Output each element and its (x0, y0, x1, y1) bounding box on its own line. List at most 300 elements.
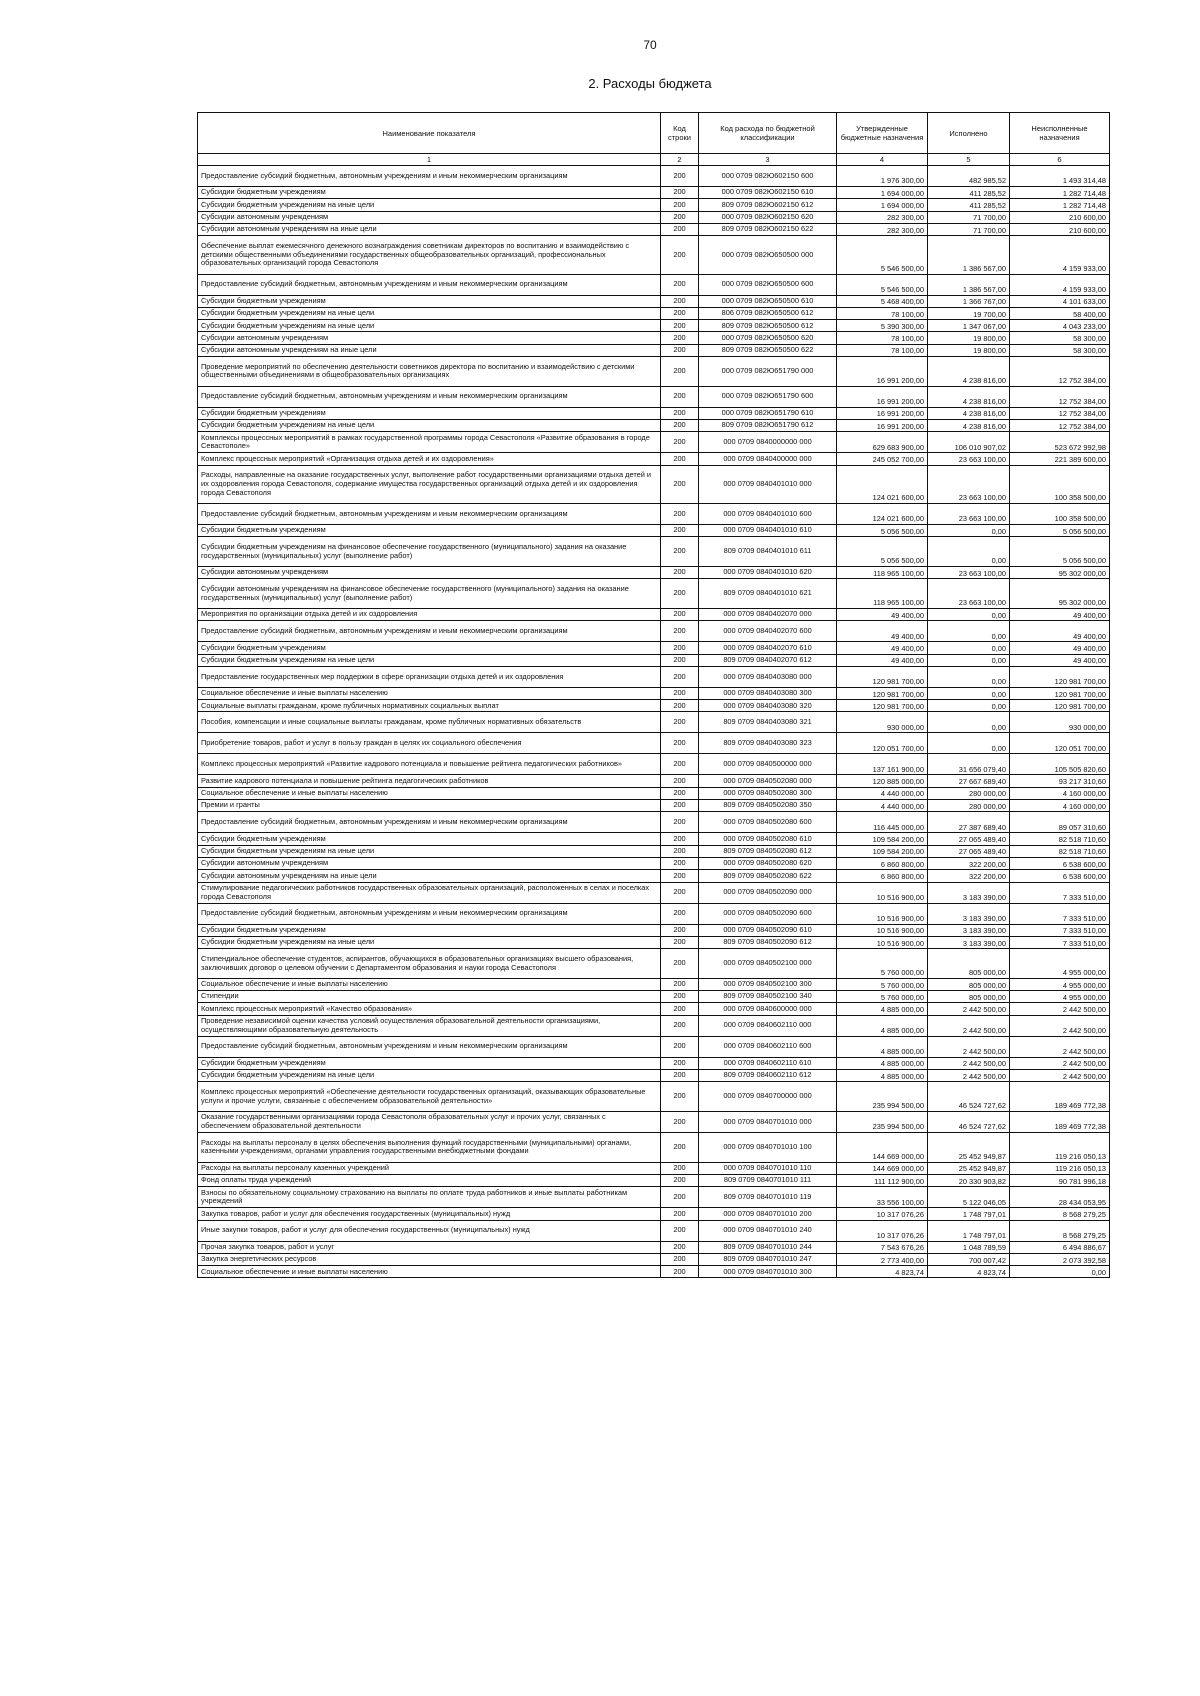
row-executed: 0,00 (928, 621, 1010, 642)
row-kbk: 000 0709 0840402070 000 (699, 609, 837, 621)
row-unexecuted: 1 282 714,48 (1010, 187, 1110, 199)
row-code: 200 (661, 949, 699, 979)
row-executed: 411 285,52 (928, 187, 1010, 199)
table-row (198, 567, 1110, 579)
row-approved: 10 516 900,00 (837, 882, 928, 903)
row-name: Субсидии бюджетным учреждениям (198, 1057, 661, 1069)
row-approved: 4 440 000,00 (837, 800, 928, 812)
row-name: Субсидии бюджетным учреждениям на иные цели (198, 1070, 661, 1082)
row-executed: 2 442 500,00 (928, 1070, 1010, 1082)
row-code: 200 (661, 166, 699, 187)
row-unexecuted: 82 518 710,60 (1010, 845, 1110, 857)
row-approved: 78 100,00 (837, 332, 928, 344)
row-unexecuted: 90 781 996,18 (1010, 1175, 1110, 1187)
row-unexecuted: 12 752 384,00 (1010, 407, 1110, 419)
row-code: 200 (661, 223, 699, 235)
row-executed: 3 183 390,00 (928, 882, 1010, 903)
row-approved: 109 584 200,00 (837, 833, 928, 845)
row-approved: 10 317 076,26 (837, 1208, 928, 1220)
row-kbk: 000 0709 0840502100 300 (699, 978, 837, 990)
row-executed: 0,00 (928, 642, 1010, 654)
row-code: 200 (661, 621, 699, 642)
column-number: 2 (661, 154, 699, 166)
row-code: 200 (661, 857, 699, 869)
row-kbk: 000 0709 0840401010 600 (699, 504, 837, 525)
row-unexecuted: 58 300,00 (1010, 344, 1110, 356)
row-kbk: 809 0709 0840701010 119 (699, 1187, 837, 1208)
table-row (198, 800, 1110, 812)
row-approved: 10 516 900,00 (837, 924, 928, 936)
row-kbk: 000 0709 0840602110 600 (699, 1036, 837, 1057)
row-code: 200 (661, 1082, 699, 1112)
row-code: 200 (661, 320, 699, 332)
row-code: 200 (661, 344, 699, 356)
row-executed: 3 183 390,00 (928, 924, 1010, 936)
row-kbk: 809 0709 082Ю651790 612 (699, 420, 837, 432)
row-executed: 0,00 (928, 712, 1010, 733)
row-unexecuted: 58 400,00 (1010, 307, 1110, 319)
row-approved: 2 773 400,00 (837, 1253, 928, 1265)
row-kbk: 000 0709 0840502080 600 (699, 812, 837, 833)
row-executed: 280 000,00 (928, 787, 1010, 799)
row-unexecuted: 210 600,00 (1010, 223, 1110, 235)
row-kbk: 809 0709 0840502080 350 (699, 800, 837, 812)
row-executed: 1 386 567,00 (928, 236, 1010, 274)
row-unexecuted: 8 568 279,25 (1010, 1220, 1110, 1241)
row-name: Субсидии бюджетным учреждениям (198, 295, 661, 307)
row-unexecuted: 1 282 714,48 (1010, 199, 1110, 211)
table-row (198, 236, 1110, 274)
table-row (198, 295, 1110, 307)
row-code: 200 (661, 924, 699, 936)
row-executed: 1 748 797,01 (928, 1208, 1010, 1220)
row-executed: 23 663 100,00 (928, 579, 1010, 609)
row-unexecuted: 120 981 700,00 (1010, 700, 1110, 712)
row-unexecuted: 49 400,00 (1010, 621, 1110, 642)
row-approved: 7 543 676,26 (837, 1241, 928, 1253)
column-number: 4 (837, 154, 928, 166)
row-executed: 280 000,00 (928, 800, 1010, 812)
row-executed: 23 663 100,00 (928, 504, 1010, 525)
table-row (198, 537, 1110, 567)
row-executed: 700 007,42 (928, 1253, 1010, 1265)
row-approved: 109 584 200,00 (837, 845, 928, 857)
row-unexecuted: 6 494 886,67 (1010, 1241, 1110, 1253)
expenses-table (197, 112, 1110, 1278)
row-name: Субсидии автономным учреждениям на иные цели (198, 344, 661, 356)
row-executed: 0,00 (928, 700, 1010, 712)
row-unexecuted: 7 333 510,00 (1010, 903, 1110, 924)
row-approved: 49 400,00 (837, 609, 928, 621)
table-row (198, 1241, 1110, 1253)
row-unexecuted: 93 217 310,60 (1010, 775, 1110, 787)
table-row (198, 199, 1110, 211)
row-name: Обеспечение выплат ежемесячного денежного вознаграждения советникам директоров по воспитанию и взаимодействию с детскими общественными объединениями государственных общеобразовательных организаций, профессиональных образовательных организаций города Севастополя (198, 236, 661, 274)
row-name: Социальное обеспечение и иные выплаты населению (198, 687, 661, 699)
table-row (198, 700, 1110, 712)
row-executed: 31 656 079,40 (928, 754, 1010, 775)
row-code: 200 (661, 199, 699, 211)
row-unexecuted: 12 752 384,00 (1010, 386, 1110, 407)
row-name: Комплекс процессных мероприятий «Обеспечение деятельности государственных организаций, оказывающих образовательные услуги и прочие услуги, связанные с обеспечением образовательной деятельности» (198, 1082, 661, 1112)
table-row (198, 991, 1110, 1003)
table-row (198, 386, 1110, 407)
row-approved: 49 400,00 (837, 642, 928, 654)
row-unexecuted: 49 400,00 (1010, 609, 1110, 621)
row-approved: 120 981 700,00 (837, 700, 928, 712)
row-kbk: 000 0709 0840403080 320 (699, 700, 837, 712)
row-executed: 71 700,00 (928, 211, 1010, 223)
row-kbk: 000 0709 0840402070 610 (699, 642, 837, 654)
row-unexecuted: 6 538 600,00 (1010, 857, 1110, 869)
row-approved: 5 546 500,00 (837, 274, 928, 295)
row-approved: 4 885 000,00 (837, 1003, 928, 1015)
row-executed: 1 748 797,01 (928, 1220, 1010, 1241)
row-code: 200 (661, 1220, 699, 1241)
row-unexecuted: 4 160 000,00 (1010, 800, 1110, 812)
row-kbk: 809 0709 0840402070 612 (699, 654, 837, 666)
row-name: Развитие кадрового потенциала и повышение рейтинга педагогических работников (198, 775, 661, 787)
table-row (198, 733, 1110, 754)
column-number: 6 (1010, 154, 1110, 166)
row-executed: 1 048 789,59 (928, 1241, 1010, 1253)
row-approved: 144 669 000,00 (837, 1133, 928, 1163)
row-approved: 5 760 000,00 (837, 991, 928, 1003)
row-kbk: 000 0709 0840502090 600 (699, 903, 837, 924)
row-kbk: 809 0709 082Ю650500 622 (699, 344, 837, 356)
table-row (198, 1057, 1110, 1069)
row-kbk: 000 0709 0840401010 620 (699, 567, 837, 579)
row-unexecuted: 5 056 500,00 (1010, 537, 1110, 567)
row-unexecuted: 120 981 700,00 (1010, 687, 1110, 699)
row-code: 200 (661, 1057, 699, 1069)
row-unexecuted: 4 955 000,00 (1010, 949, 1110, 979)
row-code: 200 (661, 432, 699, 453)
row-name: Фонд оплаты труда учреждений (198, 1175, 661, 1187)
row-code: 200 (661, 1133, 699, 1163)
row-executed: 71 700,00 (928, 223, 1010, 235)
table-row (198, 1175, 1110, 1187)
row-executed: 23 663 100,00 (928, 453, 1010, 465)
row-name: Комплекс процессных мероприятий «Развитие кадрового потенциала и повышение рейтинга педагогических работников» (198, 754, 661, 775)
row-code: 200 (661, 537, 699, 567)
table-row (198, 882, 1110, 903)
row-executed: 4 238 816,00 (928, 386, 1010, 407)
table-row (198, 621, 1110, 642)
row-name: Субсидии автономным учреждениям (198, 211, 661, 223)
row-name: Субсидии бюджетным учреждениям на иные цели (198, 320, 661, 332)
table-body (198, 166, 1110, 1278)
table-row (198, 332, 1110, 344)
header-code: Код строки (661, 113, 699, 154)
row-unexecuted: 4 160 000,00 (1010, 787, 1110, 799)
row-kbk: 809 0709 0840502080 622 (699, 870, 837, 882)
row-unexecuted: 28 434 053,95 (1010, 1187, 1110, 1208)
row-approved: 1 694 000,00 (837, 187, 928, 199)
row-approved: 120 051 700,00 (837, 733, 928, 754)
header-unexecuted: Неисполненные назначения (1010, 113, 1110, 154)
column-number-row (198, 154, 1110, 166)
row-name: Субсидии бюджетным учреждениям (198, 407, 661, 419)
row-kbk: 000 0709 082Ю651790 600 (699, 386, 837, 407)
row-approved: 4 885 000,00 (837, 1057, 928, 1069)
row-code: 200 (661, 687, 699, 699)
row-unexecuted: 4 101 633,00 (1010, 295, 1110, 307)
row-name: Оказание государственными организациями города Севастополя образовательных услуг и прочих услуг, связанных с обеспечением образовательной деятельности (198, 1112, 661, 1133)
row-executed: 2 442 500,00 (928, 1057, 1010, 1069)
row-kbk: 809 0709 082Ю602150 622 (699, 223, 837, 235)
table-row (198, 787, 1110, 799)
table-row (198, 407, 1110, 419)
row-executed: 5 122 046,05 (928, 1187, 1010, 1208)
row-name: Субсидии бюджетным учреждениям на иные цели (198, 936, 661, 948)
row-executed: 1 386 567,00 (928, 274, 1010, 295)
row-unexecuted: 2 442 500,00 (1010, 1036, 1110, 1057)
table-row (198, 420, 1110, 432)
row-code: 200 (661, 609, 699, 621)
row-name: Пособия, компенсации и иные социальные выплаты гражданам, кроме публичных нормативных обязательств (198, 712, 661, 733)
row-kbk: 000 0709 0840701010 000 (699, 1112, 837, 1133)
row-approved: 235 994 500,00 (837, 1082, 928, 1112)
table-row (198, 166, 1110, 187)
row-approved: 78 100,00 (837, 307, 928, 319)
row-name: Предоставление государственных мер поддержки в сфере организации отдыха детей и их оздоровления (198, 666, 661, 687)
row-name: Стипендиальное обеспечение студентов, аспирантов, обучающихся в образовательных организациях высшего образования, заключивших договор о целевом обучении с Департаментом образования и науки города Севастополя (198, 949, 661, 979)
row-executed: 25 452 949,87 (928, 1162, 1010, 1174)
row-code: 200 (661, 1036, 699, 1057)
row-executed: 4 238 816,00 (928, 357, 1010, 387)
row-kbk: 000 0709 0840502080 610 (699, 833, 837, 845)
row-approved: 120 981 700,00 (837, 666, 928, 687)
row-kbk: 000 0709 082Ю651790 000 (699, 357, 837, 387)
row-unexecuted: 120 981 700,00 (1010, 666, 1110, 687)
row-executed: 805 000,00 (928, 978, 1010, 990)
row-approved: 1 694 000,00 (837, 199, 928, 211)
row-kbk: 000 0709 0840502090 610 (699, 924, 837, 936)
row-name: Предоставление субсидий бюджетным, автономным учреждениям и иным некоммерческим организациям (198, 386, 661, 407)
row-name: Расходы, направленные на оказание государственных услуг, выполнение работ государственными организациями отдыха детей и их оздоровления города Севастополя, содержание имущества государственных организаций отдыха детей и их оздоровления города Севастополя (198, 465, 661, 503)
row-executed: 0,00 (928, 654, 1010, 666)
row-name: Субсидии бюджетным учреждениям на иные цели (198, 845, 661, 857)
table-row (198, 845, 1110, 857)
page-number: 70 (643, 38, 657, 52)
row-approved: 245 052 700,00 (837, 453, 928, 465)
row-approved: 4 885 000,00 (837, 1036, 928, 1057)
column-number: 3 (699, 154, 837, 166)
row-code: 200 (661, 642, 699, 654)
row-code: 200 (661, 991, 699, 1003)
row-unexecuted: 7 333 510,00 (1010, 882, 1110, 903)
row-executed: 0,00 (928, 525, 1010, 537)
row-unexecuted: 95 302 000,00 (1010, 579, 1110, 609)
table-row (198, 357, 1110, 387)
row-kbk: 000 0709 0840400000 000 (699, 453, 837, 465)
row-approved: 4 885 000,00 (837, 1015, 928, 1036)
table-row (198, 1220, 1110, 1241)
row-name: Субсидии бюджетным учреждениям на иные цели (198, 199, 661, 211)
row-name: Комплекс процессных мероприятий «Качество образования» (198, 1003, 661, 1015)
row-kbk: 806 0709 082Ю650500 612 (699, 307, 837, 319)
row-approved: 49 400,00 (837, 654, 928, 666)
row-name: Стимулирование педагогических работников государственных образовательных организаций, расположенных в селах и поселках города Севастополя (198, 882, 661, 903)
row-unexecuted: 1 493 314,48 (1010, 166, 1110, 187)
row-name: Субсидии бюджетным учреждениям (198, 187, 661, 199)
row-name: Субсидии бюджетным учреждениям (198, 525, 661, 537)
row-executed: 805 000,00 (928, 949, 1010, 979)
column-number: 1 (198, 154, 661, 166)
row-kbk: 000 0709 0840700000 000 (699, 1082, 837, 1112)
row-unexecuted: 119 216 050,13 (1010, 1162, 1110, 1174)
row-name: Социальные выплаты гражданам, кроме публичных нормативных социальных выплат (198, 700, 661, 712)
row-name: Предоставление субсидий бюджетным, автономным учреждениям и иным некоммерческим организациям (198, 504, 661, 525)
row-executed: 27 667 689,40 (928, 775, 1010, 787)
row-unexecuted: 189 469 772,38 (1010, 1112, 1110, 1133)
row-approved: 49 400,00 (837, 621, 928, 642)
row-kbk: 000 0709 0840502100 000 (699, 949, 837, 979)
row-executed: 3 183 390,00 (928, 903, 1010, 924)
row-name: Мероприятия по организации отдыха детей и их оздоровления (198, 609, 661, 621)
row-kbk: 000 0709 0840602110 610 (699, 1057, 837, 1069)
row-unexecuted: 5 056 500,00 (1010, 525, 1110, 537)
row-code: 200 (661, 332, 699, 344)
row-name: Субсидии автономным учреждениям на иные цели (198, 870, 661, 882)
row-approved: 111 112 900,00 (837, 1175, 928, 1187)
row-approved: 629 683 900,00 (837, 432, 928, 453)
row-name: Стипендии (198, 991, 661, 1003)
table-row (198, 654, 1110, 666)
row-name: Субсидии бюджетным учреждениям (198, 924, 661, 936)
row-kbk: 000 0709 0840401010 000 (699, 465, 837, 503)
table-row (198, 525, 1110, 537)
row-code: 200 (661, 833, 699, 845)
row-approved: 118 965 100,00 (837, 567, 928, 579)
table-row (198, 453, 1110, 465)
row-unexecuted: 82 518 710,60 (1010, 833, 1110, 845)
row-kbk: 809 0709 0840401010 611 (699, 537, 837, 567)
table-row (198, 1036, 1110, 1057)
row-executed: 46 524 727,62 (928, 1112, 1010, 1133)
row-code: 200 (661, 407, 699, 419)
row-executed: 27 065 489,40 (928, 833, 1010, 845)
table-row (198, 712, 1110, 733)
row-executed: 0,00 (928, 733, 1010, 754)
table-row (198, 1208, 1110, 1220)
row-unexecuted: 12 752 384,00 (1010, 357, 1110, 387)
row-unexecuted: 8 568 279,25 (1010, 1208, 1110, 1220)
table-row (198, 1070, 1110, 1082)
row-unexecuted: 2 073 392,58 (1010, 1253, 1110, 1265)
row-kbk: 000 0709 0840602110 000 (699, 1015, 837, 1036)
row-name: Субсидии бюджетным учреждениям (198, 833, 661, 845)
row-approved: 33 556 100,00 (837, 1187, 928, 1208)
table-row (198, 609, 1110, 621)
row-approved: 10 516 900,00 (837, 936, 928, 948)
row-executed: 46 524 727,62 (928, 1082, 1010, 1112)
row-kbk: 809 0709 0840401010 621 (699, 579, 837, 609)
row-code: 200 (661, 654, 699, 666)
table-row (198, 833, 1110, 845)
row-approved: 10 516 900,00 (837, 903, 928, 924)
row-executed: 4 238 816,00 (928, 420, 1010, 432)
row-executed: 322 200,00 (928, 870, 1010, 882)
row-name: Предоставление субсидий бюджетным, автономным учреждениям и иным некоммерческим организациям (198, 1036, 661, 1057)
row-unexecuted: 7 333 510,00 (1010, 924, 1110, 936)
row-executed: 25 452 949,87 (928, 1133, 1010, 1163)
row-code: 200 (661, 1253, 699, 1265)
table-row (198, 949, 1110, 979)
section-title: 2. Расходы бюджета (588, 76, 712, 91)
table-row (198, 775, 1110, 787)
row-code: 200 (661, 700, 699, 712)
table-row (198, 1253, 1110, 1265)
row-kbk: 000 0709 082Ю650500 600 (699, 274, 837, 295)
row-kbk: 000 0709 0840701010 240 (699, 1220, 837, 1241)
row-executed: 19 700,00 (928, 307, 1010, 319)
table-row (198, 1187, 1110, 1208)
header-kbk: Код расхода по бюджетной классификации (699, 113, 837, 154)
table-row (198, 924, 1110, 936)
row-name: Субсидии автономным учреждениям (198, 567, 661, 579)
row-name: Комплекс процессных мероприятий «Организация отдыха детей и их оздоровления» (198, 453, 661, 465)
row-name: Социальное обеспечение и иные выплаты населению (198, 787, 661, 799)
row-code: 200 (661, 812, 699, 833)
table-row (198, 187, 1110, 199)
table-row (198, 642, 1110, 654)
row-unexecuted: 100 358 500,00 (1010, 465, 1110, 503)
row-approved: 16 991 200,00 (837, 407, 928, 419)
row-kbk: 000 0709 0840000000 000 (699, 432, 837, 453)
table-row (198, 465, 1110, 503)
row-unexecuted: 4 043 233,00 (1010, 320, 1110, 332)
header-executed: Исполнено (928, 113, 1010, 154)
row-kbk: 000 0709 0840502080 620 (699, 857, 837, 869)
row-kbk: 809 0709 0840403080 323 (699, 733, 837, 754)
row-name: Субсидии автономным учреждениям (198, 332, 661, 344)
row-approved: 5 390 300,00 (837, 320, 928, 332)
row-executed: 4 823,74 (928, 1266, 1010, 1278)
row-code: 200 (661, 870, 699, 882)
table-row (198, 504, 1110, 525)
table-row (198, 432, 1110, 453)
column-number: 5 (928, 154, 1010, 166)
table-row (198, 344, 1110, 356)
row-approved: 5 760 000,00 (837, 949, 928, 979)
table-row (198, 812, 1110, 833)
row-executed: 19 800,00 (928, 332, 1010, 344)
row-code: 200 (661, 579, 699, 609)
row-approved: 16 991 200,00 (837, 420, 928, 432)
row-code: 200 (661, 787, 699, 799)
row-executed: 2 442 500,00 (928, 1003, 1010, 1015)
row-approved: 5 546 500,00 (837, 236, 928, 274)
row-unexecuted: 49 400,00 (1010, 642, 1110, 654)
row-name: Социальное обеспечение и иные выплаты населению (198, 1266, 661, 1278)
row-code: 200 (661, 1241, 699, 1253)
row-executed: 27 387 689,40 (928, 812, 1010, 833)
row-executed: 2 442 500,00 (928, 1036, 1010, 1057)
row-unexecuted: 12 752 384,00 (1010, 420, 1110, 432)
table-row (198, 903, 1110, 924)
row-approved: 120 981 700,00 (837, 687, 928, 699)
row-name: Приобретение товаров, работ и услуг в пользу граждан в целях их социального обеспечения (198, 733, 661, 754)
row-approved: 5 760 000,00 (837, 978, 928, 990)
row-code: 200 (661, 1070, 699, 1082)
header-name: Наименование показателя (198, 113, 661, 154)
row-name: Предоставление субсидий бюджетным, автономным учреждениям и иным некоммерческим организациям (198, 903, 661, 924)
row-code: 200 (661, 420, 699, 432)
row-approved: 1 976 300,00 (837, 166, 928, 187)
row-code: 200 (661, 567, 699, 579)
